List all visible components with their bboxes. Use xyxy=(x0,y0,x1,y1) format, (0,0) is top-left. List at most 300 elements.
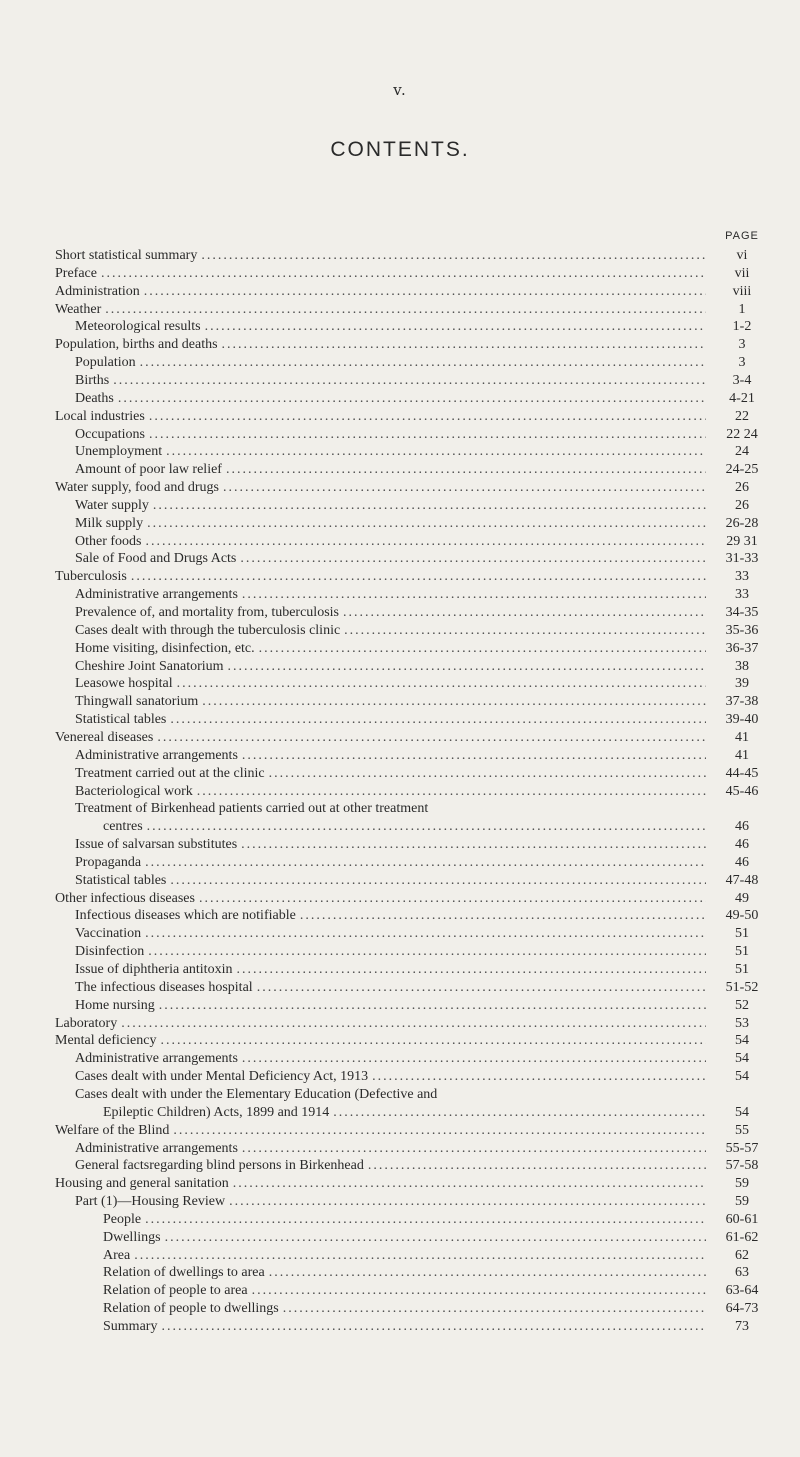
toc-entry-page: 51 xyxy=(735,926,749,942)
toc-entry-label xyxy=(103,818,710,835)
leader-dots xyxy=(242,586,706,603)
toc-entry-text: Occupations xyxy=(75,426,145,442)
toc-entry-label xyxy=(75,997,710,1014)
toc-entry xyxy=(0,1050,800,1067)
leader-dots xyxy=(226,461,706,478)
leader-dots xyxy=(222,336,706,353)
toc-entry-text: Sale of Food and Drugs Acts xyxy=(75,551,237,567)
toc-entry-page: 51-52 xyxy=(725,979,759,995)
toc-entry xyxy=(0,961,800,978)
leader-dots xyxy=(145,925,706,942)
toc-entry-label xyxy=(75,461,710,478)
toc-entry xyxy=(0,550,800,567)
toc-entry-text: Relation of people to dwellings xyxy=(103,1301,279,1317)
leader-dots xyxy=(147,818,706,835)
toc-entry-text: Administrative arrangements xyxy=(75,1140,238,1156)
toc-entry-text: Administrative arrangements xyxy=(75,587,238,603)
toc-entry xyxy=(0,1015,800,1032)
toc-entry xyxy=(0,1032,800,1049)
leader-dots xyxy=(159,997,706,1014)
leader-dots xyxy=(343,604,706,621)
toc-entry xyxy=(0,354,800,371)
toc-entry-label xyxy=(55,729,710,746)
leader-dots xyxy=(201,247,706,264)
toc-entry xyxy=(0,247,800,264)
toc-entry-label xyxy=(75,836,710,853)
leader-dots xyxy=(252,1282,706,1299)
toc-entry-text: Issue of diphtheria antitoxin xyxy=(75,962,233,977)
leader-dots xyxy=(134,1247,706,1264)
toc-entry-text: Milk supply xyxy=(75,515,144,531)
leader-dots xyxy=(344,622,706,639)
toc-entry xyxy=(0,443,800,460)
leader-dots xyxy=(240,550,706,567)
leader-dots xyxy=(118,390,706,407)
toc-entry xyxy=(0,800,800,817)
leader-dots xyxy=(101,265,706,282)
leader-dots xyxy=(202,693,706,710)
toc-entry-label xyxy=(55,568,710,585)
toc-entry-text: Local industries xyxy=(55,408,145,424)
toc-entry-text: Meteorological results xyxy=(75,319,201,335)
toc-entry-page: 49 xyxy=(735,890,749,906)
toc-entry-page: 53 xyxy=(735,1015,749,1031)
leader-dots xyxy=(259,640,706,657)
toc-entry-page: 64-73 xyxy=(725,1301,759,1317)
toc-entry xyxy=(0,1122,800,1139)
toc-entry-label xyxy=(75,765,710,782)
toc-entry xyxy=(0,765,800,782)
toc-entry xyxy=(0,1140,800,1157)
toc-entry-page: 55 xyxy=(735,1122,749,1138)
toc-entry-label xyxy=(75,443,710,460)
leader-dots xyxy=(177,675,706,692)
toc-entry-text: Water supply, food and drugs xyxy=(55,480,219,496)
toc-entry-page: 63-64 xyxy=(725,1283,759,1299)
toc-entry-label xyxy=(75,925,710,942)
toc-entry-text: Unemployment xyxy=(75,444,163,460)
toc-entry-label xyxy=(55,479,710,496)
page-marker: v. xyxy=(393,81,407,99)
leader-dots xyxy=(105,301,706,318)
toc-entry-text: Housing and general sanitation xyxy=(55,1176,229,1192)
toc-entry-text: Venereal diseases xyxy=(55,729,154,745)
toc-entry-page: 26 xyxy=(735,497,749,513)
leader-dots xyxy=(269,1264,706,1281)
leader-dots xyxy=(368,1157,706,1174)
toc-entry-label xyxy=(75,372,710,389)
toc-entry xyxy=(0,747,800,764)
toc-entry-page: 22 xyxy=(735,408,749,424)
toc-entry xyxy=(0,1104,800,1121)
toc-entry-page: 61-62 xyxy=(725,1229,759,1245)
toc-entry-page: 38 xyxy=(735,658,749,674)
toc-entry-text: Deaths xyxy=(75,390,114,406)
toc-entry xyxy=(0,265,800,282)
toc-entry-page: 33 xyxy=(735,569,749,585)
toc-entry-label xyxy=(75,390,710,407)
leader-dots xyxy=(146,533,707,550)
leader-dots xyxy=(165,1229,706,1246)
toc-entry-text: Cheshire Joint Sanatorium xyxy=(75,658,224,674)
toc-entry xyxy=(0,907,800,924)
toc-entry-page: 35-36 xyxy=(725,622,759,638)
toc-entry xyxy=(0,872,800,889)
toc-entry-label xyxy=(55,1175,710,1192)
leader-dots xyxy=(241,836,706,853)
toc-entry-text: Home nursing xyxy=(75,997,155,1013)
toc-entry-text: Propaganda xyxy=(75,854,142,870)
toc-entry-text: Population xyxy=(75,355,136,371)
toc-entry-page: 54 xyxy=(735,1104,749,1120)
toc-entry-text: Thingwall sanatorium xyxy=(75,694,199,710)
toc-entry xyxy=(0,372,800,389)
toc-entry-label xyxy=(75,1193,710,1210)
toc-entry-text: Administration xyxy=(55,283,140,299)
leader-dots xyxy=(161,1318,706,1335)
toc-entry-page: 39 xyxy=(735,676,749,692)
toc-entry-page: 59 xyxy=(735,1194,749,1210)
toc-entry-text: General factsregarding blind persons in Birkenhead xyxy=(75,1158,364,1174)
toc-entry-label xyxy=(55,1032,710,1049)
leader-dots xyxy=(145,1211,706,1228)
toc-entry-label xyxy=(103,1300,710,1317)
toc-entry-label xyxy=(75,497,710,514)
toc-entry-text: Births xyxy=(75,372,110,388)
toc-entry-page: 24 xyxy=(735,444,749,460)
leader-dots xyxy=(242,1140,706,1157)
leader-dots xyxy=(140,354,706,371)
toc-entry-label xyxy=(75,586,710,603)
leader-dots xyxy=(283,1300,706,1317)
toc-entry-text: Statistical tables xyxy=(75,712,167,728)
leader-dots xyxy=(147,515,706,532)
leader-dots xyxy=(166,443,706,460)
toc-entry-label xyxy=(75,1157,710,1174)
toc-entry-page: 29 31 xyxy=(726,533,758,549)
toc-entry-page: 31-33 xyxy=(725,551,759,567)
toc-entry-label xyxy=(75,515,710,532)
toc-entry xyxy=(0,1264,800,1281)
toc-entry-label xyxy=(55,336,710,353)
toc-entry-text: Epileptic Children) Acts, 1899 and 1914 xyxy=(103,1104,330,1120)
toc-entry xyxy=(0,658,800,675)
toc-entry-page: viii xyxy=(732,283,752,299)
toc-entry-page: 49-50 xyxy=(725,908,759,924)
toc-entry-page: 62 xyxy=(735,1247,749,1263)
toc-entry-label xyxy=(55,1015,710,1032)
toc-entry-text: People xyxy=(103,1211,142,1227)
toc-entry xyxy=(0,1175,800,1192)
toc-entry-label xyxy=(75,533,710,550)
toc-entry-text: Issue of salvarsan substitutes xyxy=(75,837,238,853)
leader-dots xyxy=(242,747,706,764)
toc-entry-page: 24-25 xyxy=(725,462,759,478)
toc-entry-text: Infectious diseases which are notifiable xyxy=(75,908,296,924)
toc-entry xyxy=(0,675,800,692)
toc-entry-page: 51 xyxy=(735,944,749,960)
toc-entry-page: 3-4 xyxy=(732,372,752,388)
toc-entry xyxy=(0,693,800,710)
contents-list xyxy=(0,247,800,1447)
toc-entry xyxy=(0,586,800,603)
toc-entry-label xyxy=(55,247,710,264)
toc-entry-text: Weather xyxy=(55,301,102,317)
toc-entry-label xyxy=(75,961,710,978)
toc-entry-text: Part (1)—Housing Review xyxy=(75,1194,226,1210)
toc-entry xyxy=(0,1193,800,1210)
toc-entry-label xyxy=(75,426,710,443)
toc-entry-page: 54 xyxy=(735,1033,749,1049)
leader-dots xyxy=(269,765,706,782)
toc-entry-page: 52 xyxy=(735,997,749,1013)
toc-entry-label xyxy=(55,890,710,907)
toc-entry-label xyxy=(103,1247,710,1264)
leader-dots xyxy=(153,497,706,514)
toc-entry-page: 47-48 xyxy=(725,872,759,888)
leader-dots xyxy=(300,907,706,924)
toc-entry-page: 41 xyxy=(735,747,749,763)
toc-entry-text: Water supply xyxy=(75,497,149,513)
leader-dots xyxy=(197,783,706,800)
leader-dots xyxy=(205,318,706,335)
toc-entry xyxy=(0,622,800,639)
toc-entry-label xyxy=(75,783,710,800)
toc-entry-text: Short statistical summary xyxy=(55,248,198,263)
toc-entry-page: 57-58 xyxy=(725,1158,759,1174)
leader-dots xyxy=(333,1104,706,1121)
toc-entry-text: Treatment carried out at the clinic xyxy=(75,765,265,781)
toc-entry-page: 73 xyxy=(735,1319,749,1334)
toc-entry-page: 46 xyxy=(735,837,749,853)
toc-entry xyxy=(0,283,800,300)
toc-entry xyxy=(0,604,800,621)
leader-dots xyxy=(223,479,706,496)
toc-entry-label xyxy=(75,693,710,710)
toc-entry-page: 1 xyxy=(738,301,746,317)
toc-entry-page: 4-21 xyxy=(729,390,755,406)
toc-entry-text: Cases dealt with under the Elementary Education (Defective and xyxy=(75,1086,438,1102)
leader-dots xyxy=(148,943,706,960)
leader-dots xyxy=(242,1050,706,1067)
leader-dots xyxy=(131,568,706,585)
toc-entry-page: 37-38 xyxy=(725,694,759,710)
toc-entry-text: Summary xyxy=(103,1319,158,1334)
toc-entry-page: 55-57 xyxy=(725,1140,759,1156)
toc-entry-label xyxy=(75,1068,710,1085)
toc-entry-label xyxy=(75,711,710,728)
toc-entry-text: Cases dealt with under Mental Deficiency Act, 1913 xyxy=(75,1069,369,1085)
toc-entry-page: 45-46 xyxy=(725,783,759,799)
toc-entry-page: 26 xyxy=(735,480,749,496)
toc-entry-page: 63 xyxy=(735,1265,749,1281)
leader-dots xyxy=(199,890,706,907)
toc-entry-page: 41 xyxy=(735,729,749,745)
leader-dots xyxy=(157,729,706,746)
toc-entry-label xyxy=(103,1104,710,1121)
toc-entry-text: Administrative arrangements xyxy=(75,747,238,763)
toc-entry xyxy=(0,1068,800,1085)
toc-entry-text: Cases dealt with through the tuberculosis clinic xyxy=(75,622,341,638)
toc-entry-page: 51 xyxy=(735,962,749,977)
toc-entry-label xyxy=(75,318,710,335)
toc-entry-page: 60-61 xyxy=(725,1211,759,1227)
toc-entry-page: 46 xyxy=(735,819,749,835)
toc-entry xyxy=(0,1247,800,1264)
toc-entry-label xyxy=(103,1318,710,1335)
page-column-header: PAGE xyxy=(725,230,759,242)
toc-entry-text: Area xyxy=(103,1247,131,1263)
page-title: CONTENTS. xyxy=(330,138,470,161)
toc-entry xyxy=(0,515,800,532)
toc-entry xyxy=(0,408,800,425)
toc-entry-page: vi xyxy=(736,248,748,263)
toc-entry-label xyxy=(103,1229,710,1246)
toc-entry xyxy=(0,997,800,1014)
toc-entry-label xyxy=(55,408,710,425)
toc-entry-label xyxy=(75,979,710,996)
toc-entry-label xyxy=(75,658,710,675)
toc-entry xyxy=(0,854,800,871)
leader-dots xyxy=(170,872,706,889)
toc-entry xyxy=(0,890,800,907)
toc-entry-text: Other infectious diseases xyxy=(55,890,195,906)
leader-dots xyxy=(372,1068,706,1085)
leader-dots xyxy=(144,283,706,300)
toc-entry-page: 26-28 xyxy=(725,515,759,531)
toc-entry-label xyxy=(75,640,710,657)
toc-entry-text: Vaccination xyxy=(75,926,142,942)
toc-entry-label xyxy=(75,675,710,692)
toc-entry-label xyxy=(55,1122,710,1139)
toc-entry xyxy=(0,979,800,996)
toc-entry xyxy=(0,568,800,585)
leader-dots xyxy=(173,1122,706,1139)
toc-entry-label xyxy=(75,604,710,621)
leader-dots xyxy=(233,1175,706,1192)
toc-entry xyxy=(0,497,800,514)
toc-entry-page: 59 xyxy=(735,1176,749,1192)
toc-entry xyxy=(0,818,800,835)
toc-entry-label xyxy=(75,747,710,764)
leader-dots xyxy=(113,372,706,389)
toc-entry-text: Mental deficiency xyxy=(55,1033,157,1049)
toc-entry-text: Home visiting, disinfection, etc. xyxy=(75,640,255,656)
toc-entry xyxy=(0,1229,800,1246)
toc-entry-page: 39-40 xyxy=(725,712,759,728)
toc-entry xyxy=(0,479,800,496)
toc-entry-page: 36-37 xyxy=(725,640,759,656)
toc-entry-page: vii xyxy=(734,265,750,281)
toc-entry xyxy=(0,640,800,657)
toc-entry xyxy=(0,1211,800,1228)
toc-entry-page: 33 xyxy=(735,587,749,603)
toc-entry-label xyxy=(103,1264,710,1281)
toc-entry xyxy=(0,1086,800,1103)
toc-entry xyxy=(0,1300,800,1317)
toc-entry-text: Prevalence of, and mortality from, tuberculosis xyxy=(75,605,339,620)
toc-entry-text: Statistical tables xyxy=(75,872,167,888)
toc-entry-label xyxy=(75,943,710,960)
toc-entry-page: 3 xyxy=(738,337,746,353)
toc-entry-label xyxy=(75,1050,710,1067)
toc-entry-text: Dwellings xyxy=(103,1229,161,1245)
toc-entry-label xyxy=(75,550,710,567)
toc-entry xyxy=(0,1157,800,1174)
leader-dots xyxy=(257,979,706,996)
leader-dots xyxy=(236,961,706,978)
leader-dots xyxy=(121,1015,706,1032)
toc-entry-page: 34-35 xyxy=(725,605,759,620)
toc-entry-text: centres xyxy=(103,819,143,835)
toc-entry-text: Other foods xyxy=(75,533,142,549)
toc-entry xyxy=(0,461,800,478)
leader-dots xyxy=(228,658,706,675)
toc-entry xyxy=(0,729,800,746)
toc-entry-label xyxy=(55,301,710,318)
toc-entry-label xyxy=(75,907,710,924)
toc-entry-text: Population, births and deaths xyxy=(55,337,218,353)
leader-dots xyxy=(145,854,706,871)
toc-entry-text: Amount of poor law relief xyxy=(75,462,222,478)
leader-dots xyxy=(149,408,706,425)
toc-entry xyxy=(0,943,800,960)
toc-entry xyxy=(0,533,800,550)
toc-entry-text: The infectious diseases hospital xyxy=(75,979,253,995)
toc-entry-label xyxy=(55,265,710,282)
toc-entry xyxy=(0,1282,800,1299)
toc-entry-label xyxy=(75,622,710,639)
toc-entry xyxy=(0,711,800,728)
toc-entry-label xyxy=(75,872,710,889)
toc-entry-label xyxy=(75,1140,710,1157)
toc-entry-text: Leasowe hospital xyxy=(75,676,173,692)
toc-entry xyxy=(0,301,800,318)
toc-entry-text: Bacteriological work xyxy=(75,783,193,799)
toc-entry xyxy=(0,783,800,800)
toc-entry-text: Administrative arrangements xyxy=(75,1051,238,1067)
toc-entry-page: 54 xyxy=(735,1069,749,1085)
toc-entry-page: 1-2 xyxy=(732,319,752,335)
toc-entry-label xyxy=(75,854,710,871)
leader-dots xyxy=(149,426,706,443)
toc-entry-text: Tuberculosis xyxy=(55,569,127,585)
toc-entry-text: Disinfection xyxy=(75,944,145,960)
toc-entry xyxy=(0,836,800,853)
toc-entry-label xyxy=(55,283,710,300)
toc-entry-label xyxy=(103,1282,710,1299)
toc-entry xyxy=(0,925,800,942)
toc-entry-text: Relation of people to area xyxy=(103,1283,248,1299)
toc-entry-label xyxy=(75,354,710,371)
toc-entry-label xyxy=(103,1211,710,1228)
toc-entry xyxy=(0,318,800,335)
leader-dots xyxy=(170,711,706,728)
toc-entry xyxy=(0,336,800,353)
toc-entry-page: 22 24 xyxy=(726,426,758,442)
toc-entry-text: Treatment of Birkenhead patients carried out at other treatment xyxy=(75,801,429,817)
toc-entry-text: Welfare of the Blind xyxy=(55,1122,170,1138)
toc-entry-page: 46 xyxy=(735,854,749,870)
leader-dots xyxy=(160,1032,706,1049)
toc-entry-label xyxy=(75,800,710,817)
toc-entry xyxy=(0,1318,800,1335)
toc-entry-page: 44-45 xyxy=(725,765,759,781)
toc-entry xyxy=(0,390,800,407)
toc-entry-text: Laboratory xyxy=(55,1015,118,1031)
toc-entry-text: Preface xyxy=(55,265,97,281)
toc-entry-label xyxy=(75,1086,710,1103)
